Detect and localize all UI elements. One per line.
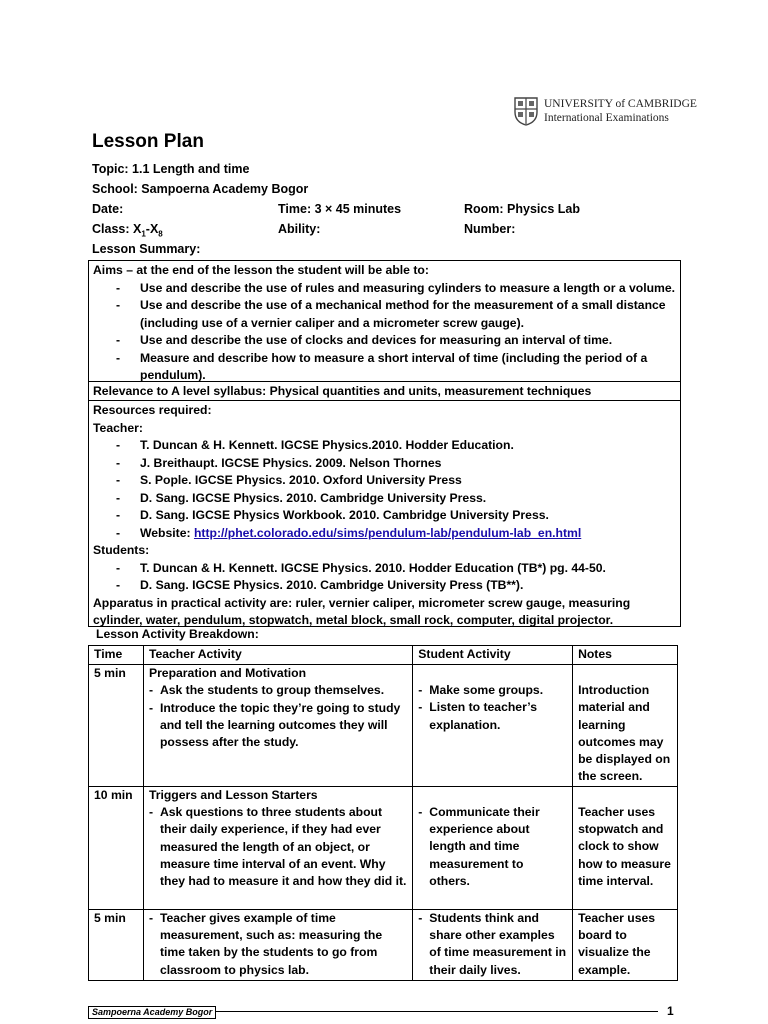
header-cell: Notes: [573, 646, 678, 665]
logo-line-2: International Examinations: [544, 112, 669, 124]
date-line: Date:: [92, 202, 124, 216]
activity-table: [88, 645, 678, 981]
breakdown-title: Lesson Activity Breakdown:: [96, 627, 259, 641]
list-item: - Listen to teacher’s explanation.: [418, 699, 567, 734]
list-item: - Make some groups.: [418, 682, 567, 699]
list-item: - Communicate their experience about length and time measurement to others.: [418, 804, 567, 890]
page-title: Lesson Plan: [92, 131, 204, 152]
teacher-resource-item: - D. Sang. IGCSE Physics Workbook. 2010. Cambridge University Press.: [93, 507, 676, 525]
time-cell: 10 min: [89, 786, 144, 909]
topic-line: Topic: 1.1 Length and time: [92, 162, 250, 176]
cambridge-crest-icon: [513, 96, 539, 126]
aim-item: - Measure and describe how to measure a short interval of time (including the period of a pendulum).: [93, 350, 676, 385]
aims-heading: Aims – at the end of the lesson the student will be able to:: [93, 263, 429, 277]
aim-item: - Use and describe the use of clocks and devices for measuring an interval of time.: [93, 332, 676, 350]
school-line: School: Sampoerna Academy Bogor: [92, 182, 309, 196]
student-activity-cell: [413, 665, 573, 787]
website-link[interactable]: http://phet.colorado.edu/sims/pendulum-lab/pendulum-lab_en.html: [193, 525, 582, 540]
time-cell: 5 min: [89, 665, 144, 787]
time-line: Time: 3 × 45 minutes: [278, 202, 402, 216]
student-resource-item: - D. Sang. IGCSE Physics. 2010. Cambridge University Press (TB**).: [93, 577, 676, 595]
aim-item: - Use and describe the use of rules and measuring cylinders to measure a length or a volume.: [93, 280, 676, 298]
table-row: [89, 786, 678, 909]
resources-heading: Resources required:: [93, 403, 212, 417]
teacher-resources-list: [93, 437, 676, 542]
room-line: Room: Physics Lab: [464, 202, 580, 216]
list-item: - Teacher gives example of time measurement, such as: measuring the time taken by the students to go from classroom to physics lab.: [149, 910, 407, 979]
relevance-box: [88, 381, 681, 401]
activity-heading: Triggers and Lesson Starters: [148, 787, 318, 802]
teacher-activity-cell: [143, 909, 412, 980]
notes-cell: Teacher uses stopwatch and clock to show how to measure time interval.: [573, 786, 678, 909]
teacher-label: Teacher:: [93, 420, 143, 435]
aims-list: [93, 280, 676, 385]
ability-line: Ability:: [278, 222, 321, 236]
activity-heading: Preparation and Motivation: [148, 666, 307, 680]
relevance-text: Relevance to A level syllabus: Physical quantities and units, measurement techniques: [93, 384, 592, 398]
table-row: [89, 665, 678, 787]
header-cell: Teacher Activity: [143, 646, 412, 665]
number-line: Number:: [464, 222, 516, 236]
student-resources-list: [93, 560, 676, 595]
student-resource-item: - T. Duncan & H. Kennett. IGCSE Physics. 2010. Hodder Education (TB*) pg. 44-50.: [93, 560, 676, 578]
time-cell: 5 min: [89, 909, 144, 980]
teacher-resource-item: - J. Breithaupt. IGCSE Physics. 2009. Nelson Thornes: [93, 455, 676, 473]
list-item: - Ask questions to three students about their daily experience, if they had ever measured the length of an object, or measure time interval of an event. Why they had to measure it and how they did it.: [149, 804, 407, 890]
teacher-resource-item: - T. Duncan & H. Kennett. IGCSE Physics.2010. Hodder Education.: [93, 437, 676, 455]
summary-label: Lesson Summary:: [92, 242, 201, 256]
teacher-activity-cell: [143, 665, 412, 787]
aims-box: [88, 260, 681, 382]
header-cell: Time: [89, 646, 144, 665]
list-item: - Introduce the topic they’re going to study and tell the learning outcomes they will possess after the study.: [149, 700, 407, 752]
class-line: Class: $X_1-X_8$: [92, 222, 163, 239]
header-cell: Student Activity: [413, 646, 573, 665]
apparatus-text: Apparatus in practical activity are: ruler, vernier caliper, micrometer screw gauge, measuring cylinder, water, pendulum, stopwatch, metal block, small rock, computer, digital projector.: [93, 595, 631, 627]
resources-box: [88, 400, 681, 627]
notes-cell: Teacher uses board to visualize the example.: [573, 909, 678, 980]
table-row: [89, 909, 678, 980]
cambridge-logo: [513, 95, 697, 127]
table-header-row: [89, 646, 678, 665]
notes-cell: Introduction material and learning outcomes may be displayed on the screen.: [573, 665, 678, 787]
student-activity-cell: [413, 786, 573, 909]
logo-line-1: UNIVERSITY of CAMBRIDGE: [544, 98, 697, 110]
aim-item: - Use and describe the use of a mechanical method for the measurement of a small distance (including use of a vernier caliper and a micrometer screw gauge).: [93, 297, 676, 332]
page-number: 1: [667, 1004, 674, 1018]
teacher-resource-item: - D. Sang. IGCSE Physics. 2010. Cambridge University Press.: [93, 490, 676, 508]
list-item: - Ask the students to group themselves.: [149, 682, 407, 699]
students-label: Students:: [93, 543, 150, 557]
student-activity-cell: [413, 909, 573, 980]
teacher-resource-item: - S. Pople. IGCSE Physics. 2010. Oxford University Press: [93, 472, 676, 490]
website-item: - Website: http://phet.colorado.edu/sims/pendulum-lab/pendulum-lab_en.html: [93, 525, 676, 543]
footer-school: Sampoerna Academy Bogor: [88, 1006, 216, 1019]
teacher-activity-cell: [143, 786, 412, 909]
list-item: - Students think and share other examples of time measurement in their daily lives.: [418, 910, 567, 979]
